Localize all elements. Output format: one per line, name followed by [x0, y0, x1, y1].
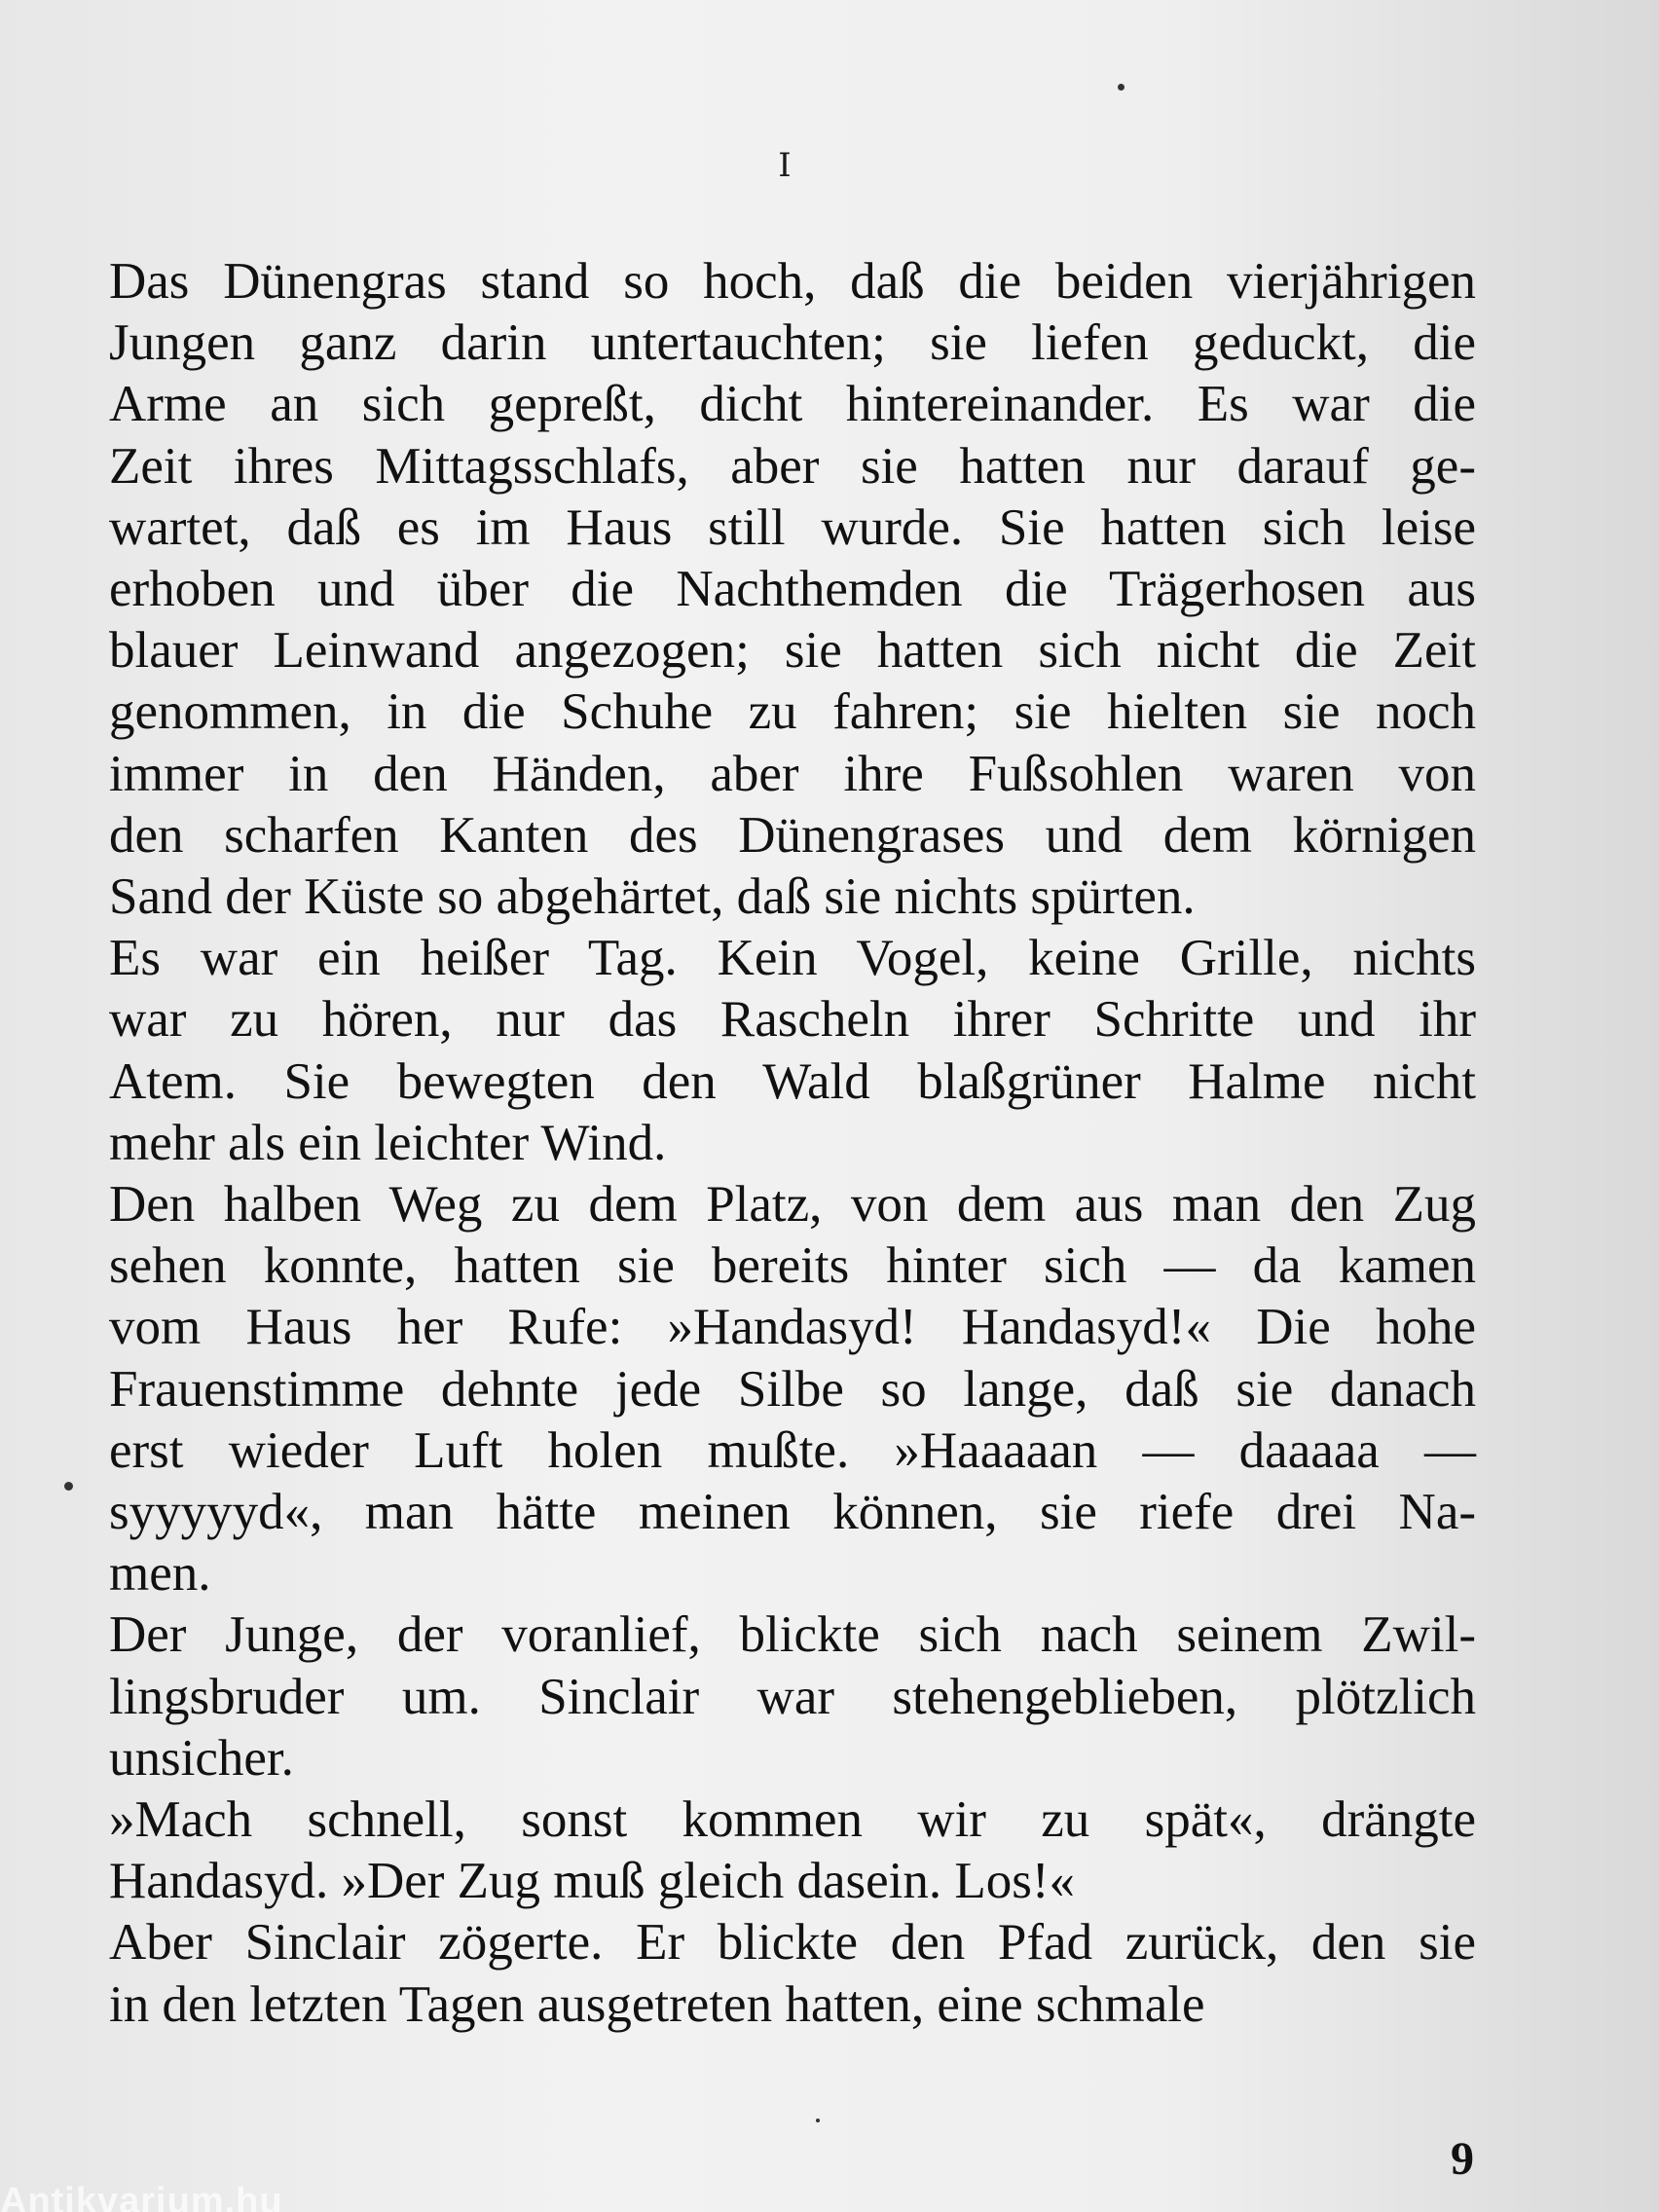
text-line: war zu hören, nur das Rascheln ihrer Schritte und ihr — [109, 991, 1476, 1049]
text-line: Jungen ganz darin untertauchten; sie liefen geduckt, die — [109, 314, 1476, 372]
paragraph — [109, 1912, 1476, 2035]
paragraph — [109, 1174, 1476, 1604]
paragraph — [109, 1789, 1476, 1912]
print-speck — [1118, 84, 1124, 91]
text-line: wartet, daß es im Haus still wurde. Sie hatten sich leise — [109, 498, 1476, 556]
text-line: immer in den Händen, aber ihre Fußsohlen waren von — [109, 745, 1476, 802]
paragraph — [109, 928, 1476, 1174]
page-number: 9 — [1451, 2133, 1474, 2185]
text-line: Sand der Küste so abgehärtet, daß sie nichts spürten. — [109, 868, 1196, 926]
text-line: Aber Sinclair zögerte. Er blickte den Pfad zurück, den sie — [109, 1914, 1476, 1972]
chapter-number: I — [778, 146, 793, 185]
text-line: men. — [109, 1545, 211, 1603]
paragraph — [109, 1604, 1476, 1789]
print-speck — [816, 2119, 820, 2122]
text-line: »Mach schnell, sonst kommen wir zu spät«, drängte — [109, 1791, 1476, 1849]
text-line: genommen, in die Schuhe zu fahren; sie hielten sie noch — [109, 683, 1476, 741]
text-line: Der Junge, der voranlief, blickte sich nach seinem Zwil- — [109, 1606, 1476, 1664]
text-line: Handasyd. »Der Zug muß gleich dasein. Los!« — [109, 1853, 1076, 1910]
text-line: Es war ein heißer Tag. Kein Vogel, keine Grille, nichts — [109, 930, 1476, 987]
text-line: Den halben Weg zu dem Platz, von dem aus man den Zug — [109, 1176, 1476, 1234]
text-line: syyyyyd«, man hätte meinen können, sie riefe drei Na- — [109, 1484, 1476, 1541]
text-line: Frauenstimme dehnte jede Silbe so lange, daß sie danach — [109, 1360, 1476, 1418]
text-line: erst wieder Luft holen mußte. »Haaaaan — daaaaa — — [109, 1421, 1476, 1479]
text-line: lingsbruder um. Sinclair war stehengeblieben, plötzlich — [109, 1668, 1476, 1725]
text-line: den scharfen Kanten des Dünengrases und dem körnigen — [109, 806, 1476, 864]
text-line: Atem. Sie bewegten den Wald blaßgrüner Halme nicht — [109, 1052, 1476, 1110]
text-line: mehr als ein leichter Wind. — [109, 1114, 667, 1171]
text-line: Arme an sich gepreßt, dicht hintereinander. Es war die — [109, 376, 1476, 433]
text-line: blauer Leinwand angezogen; sie hatten sich nicht die Zeit — [109, 622, 1476, 680]
text-line: erhoben und über die Nachthemden die Trägerhosen aus — [109, 561, 1476, 618]
body-text — [109, 251, 1476, 2036]
text-line: unsicher. — [109, 1729, 294, 1787]
text-line: Zeit ihres Mittagsschlafs, aber sie hatten nur darauf ge- — [109, 437, 1476, 495]
text-line: sehen konnte, hatten sie bereits hinter sich — da kamen — [109, 1237, 1476, 1295]
paragraph — [109, 251, 1476, 928]
text-line: in den letzten Tagen ausgetreten hatten, eine schmale — [109, 1975, 1205, 2033]
watermark: Antikvarium.hu — [0, 2181, 283, 2212]
text-line: Das Dünengras stand so hoch, daß die beiden vierjährigen — [109, 253, 1476, 310]
print-speck — [64, 1482, 73, 1491]
text-line: vom Haus her Rufe: »Handasyd! Handasyd!« Die hohe — [109, 1299, 1476, 1356]
